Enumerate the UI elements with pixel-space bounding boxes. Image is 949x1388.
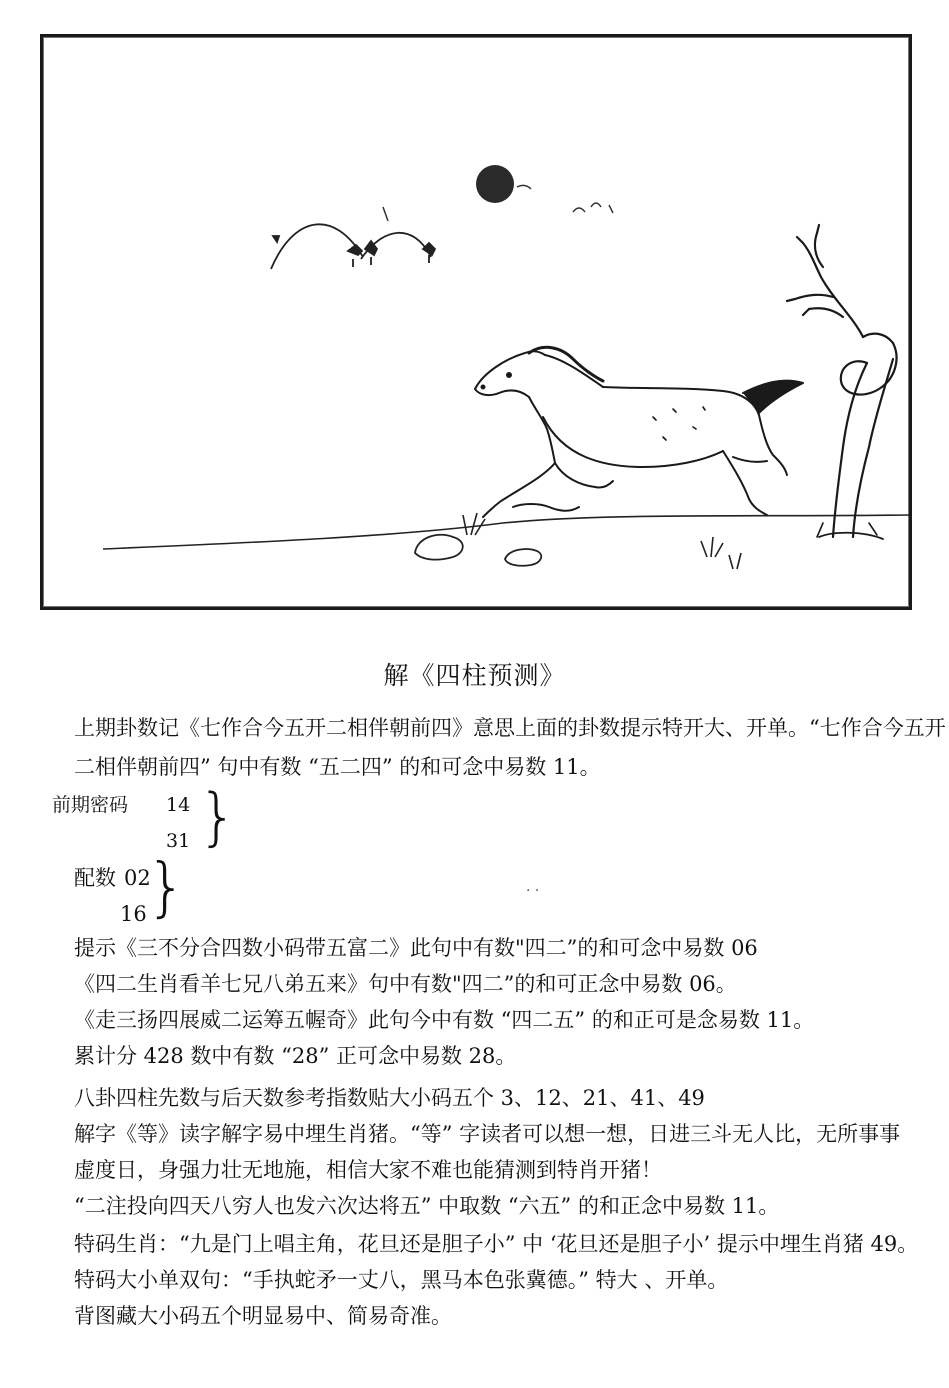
body-line: 提示《三不分合四数小码带五富二》此句中有数"四二”的和可念中易数 06 — [74, 936, 758, 960]
prev-code-value-2: 31 — [166, 830, 191, 852]
intro-line-2: 二相伴朝前四” 句中有数 “五二四” 的和可念中易数 11。 — [74, 755, 601, 779]
body-line: 背图藏大小码五个明显易中、简易奇准。 — [74, 1304, 452, 1328]
ground-line — [103, 515, 909, 549]
birds-icon — [383, 203, 613, 221]
body-line: 虚度日，身强力壮无地施，相信大家不难也能猜测到特肖开猪！ — [74, 1158, 662, 1182]
tree-icon — [787, 225, 897, 539]
body-line: “二注投向四天八穷人也发六次达将五” 中取数 “六五” 的和正念中易数 11。 — [74, 1194, 780, 1218]
intro-line-1: 上期卦数记《七作合今五开二相伴朝前四》意思上面的卦数提示特开大、开单。“七作合今五开 — [74, 716, 946, 740]
body-line: 《走三扬四展威二运筹五幄奇》此句今中有数 “四二五” 的和正可是念易数 11。 — [74, 1008, 815, 1032]
hills-icon — [271, 224, 435, 269]
prev-code-label: 前期密码 — [52, 794, 129, 816]
illustration-frame — [40, 34, 912, 610]
pair-value-1: 02 — [124, 866, 151, 890]
pair-value-2: 16 — [120, 902, 147, 926]
stray-marks: · · — [526, 883, 540, 899]
rock-icon — [415, 535, 541, 566]
sun-icon — [476, 165, 531, 203]
horse-illustration — [475, 347, 803, 517]
body-line: 特码生肖：“九是门上唱主角，花旦还是胆子小” 中 ‘花旦还是胆子小’ 提示中埋生肖猪 49。 — [74, 1232, 919, 1256]
prev-code-brace: } — [198, 780, 238, 853]
body-line: 八卦四柱先数与后天数参考指数贴大小码五个 3、12、21、41、49 — [74, 1086, 705, 1110]
prev-code-value-1: 14 — [166, 794, 191, 816]
grass-icon — [463, 513, 741, 569]
body-line: 特码大小单双句：“手执蛇矛一丈八，黑马本色张冀德。” 特大 、开单。 — [74, 1268, 729, 1292]
body-line: 累计分 428 数中有数 “28” 正可念中易数 28。 — [74, 1044, 517, 1068]
body-line: 《四二生肖看羊七兄八弟五来》句中有数"四二”的和可正念中易数 06。 — [74, 972, 737, 996]
illustration — [43, 37, 909, 607]
body-line: 解字《等》读字解字易中埋生肖猪。“等” 字读者可以想一想，日进三斗无人比，无所事事 — [74, 1122, 901, 1146]
page-title: 解《四柱预测》 — [383, 661, 566, 690]
pair-brace: } — [146, 851, 187, 925]
pair-label: 配数 — [74, 866, 116, 890]
